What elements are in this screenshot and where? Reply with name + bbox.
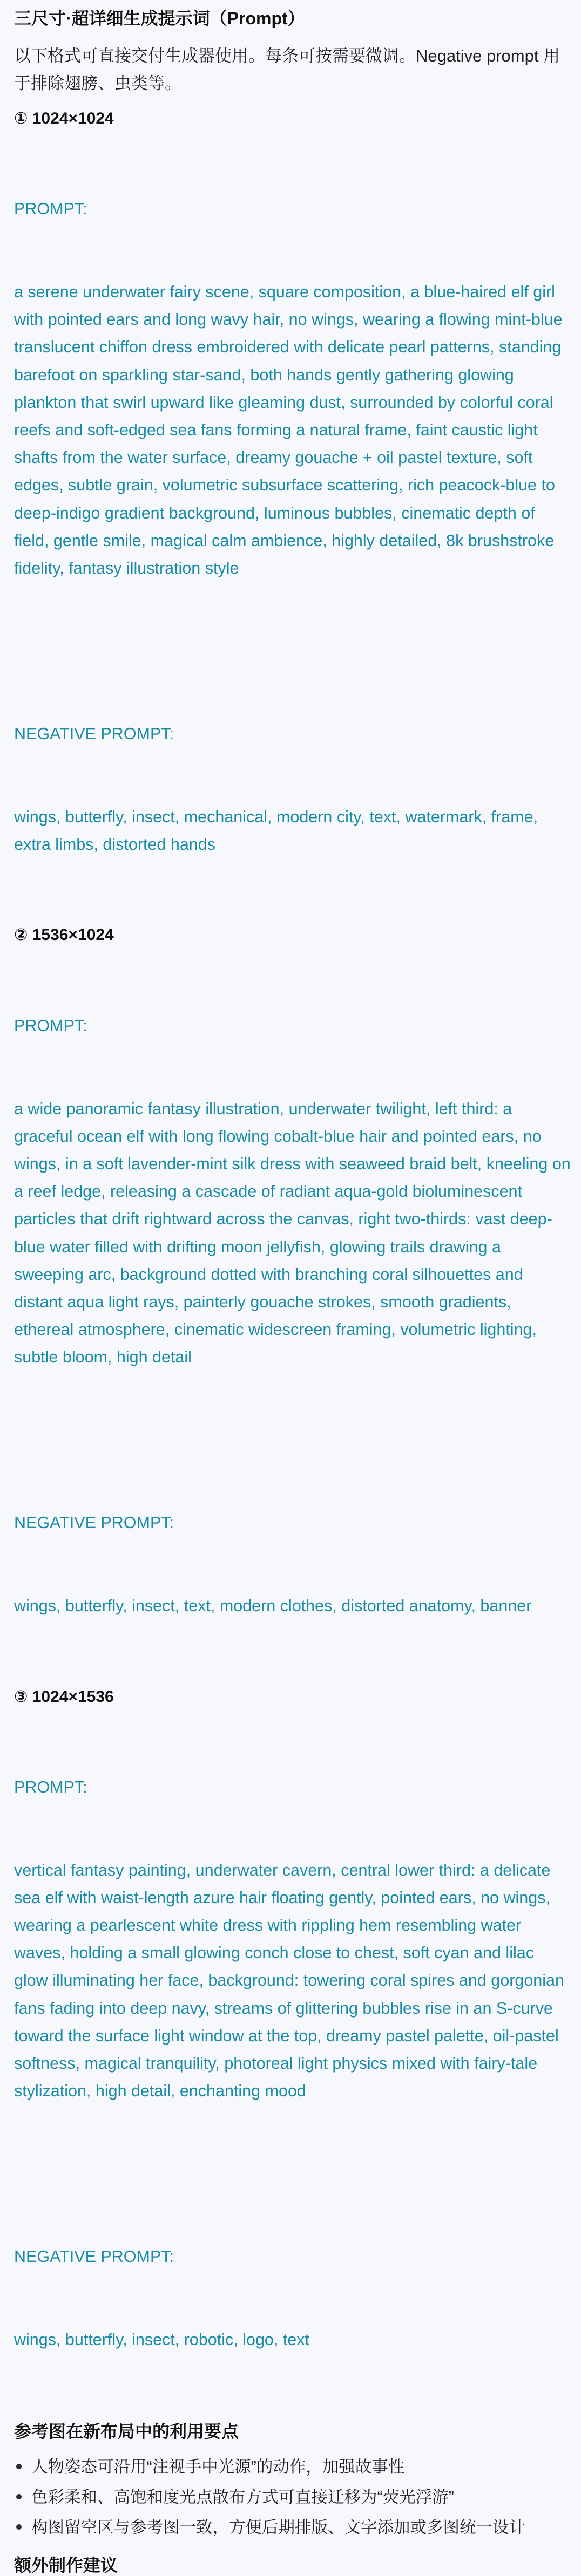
list-item <box>14 2452 571 2482</box>
list-item <box>14 2512 571 2543</box>
prompt-label: PROMPT: <box>14 200 87 219</box>
prompt-label: PROMPT: <box>14 1016 87 1035</box>
variant-heading-1024x1024: ① 1024×1024 <box>14 110 114 127</box>
prompt-label: PROMPT: <box>14 1777 87 1796</box>
section-title: 三尺寸·超详细生成提示词（Prompt） <box>14 9 305 28</box>
negative-prompt-text: wings, butterfly, insect, robotic, logo, text <box>14 2330 309 2349</box>
extra-section-title: 额外制作建议 <box>14 2555 118 2575</box>
bullet-icon <box>16 2524 22 2530</box>
blank-line <box>14 2161 571 2188</box>
prompt-text: a serene underwater fairy scene, square composition, a blue-haired elf girl with pointed ears and long wavy hair, no wings, wearing a flowing mint-blue translucent chiffon dress embroidered with delicate pearl patterns, standing barefoot on sparkling star-sand, both hands gently gathering glowing plankton that swirl upward like gleaming dust, surrounded by colorful coral reefs and soft-edged sea fans forming a natural frame, faint caustic light shafts from the water surface, dreamy gouache + oil pastel texture, soft edges, subtle grain, volumetric subsurface scattering, rich peacock-blue to deep-indigo gradient background, luminous bubbles, cinematic depth of field, gentle smile, magical calm ambience, highly detailed, 8k brushstroke fidelity, fantasy illustration style <box>14 283 568 578</box>
negative-prompt-label: NEGATIVE PROMPT: <box>14 1514 174 1532</box>
negative-prompt-text: wings, butterfly, insect, mechanical, modern city, text, watermark, frame, extra limbs, distorted hands <box>14 807 543 854</box>
prompt-text: a wide panoramic fantasy illustration, underwater twilight, left third: a graceful ocean elf with long flowing cobalt-blue hair and pointed ears, no wings, in a soft lavender-mint silk dress with seaweed braid belt, kneeling on a reef ledge, releasing a cascade of radiant aqua-gold bioluminescent particles that drift rightward across the canvas, right two-thirds: vast deep-blue water filled with drifting moon jellyfish, glowing trails drawing a sweeping arc, background dotted with branching coral silhouettes and distant aqua light rays, painterly gouache strokes, smooth gradients, ethereal atmosphere, cinematic widescreen framing, volumetric lighting, subtle bloom, high detail <box>14 1099 576 1367</box>
list-item-text: 人物姿态可沿用“注视手中光源”的动作，加强故事性 <box>31 2458 405 2477</box>
prompt-block-1024x1024[interactable] <box>14 140 571 914</box>
list-item-text: 构图留空区与参考图一致，方便后期排版、文字添加或多图统一设计 <box>31 2518 525 2537</box>
blank-line <box>14 1427 571 1454</box>
reference-points-list <box>14 2452 571 2543</box>
prompt-block-1024x1536[interactable] <box>14 1719 571 2409</box>
list-item-text: 色彩柔和、高饱和度光点散布方式可直接迁移为“荧光浮游” <box>31 2488 454 2507</box>
variant-heading-1024x1536: ③ 1024×1536 <box>14 1687 114 1706</box>
prompt-block-1536x1024[interactable] <box>14 957 576 1675</box>
variant-heading-1536x1024: ② 1536×1024 <box>14 926 114 944</box>
blank-line <box>14 638 571 665</box>
negative-prompt-text: wings, butterfly, insect, text, modern clothes, distorted anatomy, banner <box>14 1596 532 1615</box>
intro-paragraph: 以下格式可直接交付生成器使用。每条可按需要微调。Negative prompt 用于排除翅膀、虫类等。 <box>14 46 560 93</box>
negative-prompt-label: NEGATIVE PROMPT: <box>14 725 174 744</box>
bullet-icon <box>16 2494 22 2499</box>
list-item <box>14 2482 571 2512</box>
bullet-icon <box>16 2464 22 2469</box>
negative-prompt-label: NEGATIVE PROMPT: <box>14 2247 174 2266</box>
prompt-text: vertical fantasy painting, underwater cavern, central lower third: a delicate sea elf with waist-length azure hair floating gently, pointed ears, no wings, wearing a pearlescent white dress with rippling hem resembling water waves, holding a small glowing conch close to chest, soft cyan and lilac glow illuminating her face, background: towering coral spires and gorgonian fans fading into deep navy, streams of glittering bubbles rise in an S-curve toward the surface light window at the top, dreamy pastel palette, oil-pastel softness, magical tranquility, photoreal light physics mixed with fairy-tale stylization, high detail, enchanting mood <box>14 1861 569 2101</box>
reference-section-title: 参考图在新布局中的利用要点 <box>14 2422 239 2442</box>
